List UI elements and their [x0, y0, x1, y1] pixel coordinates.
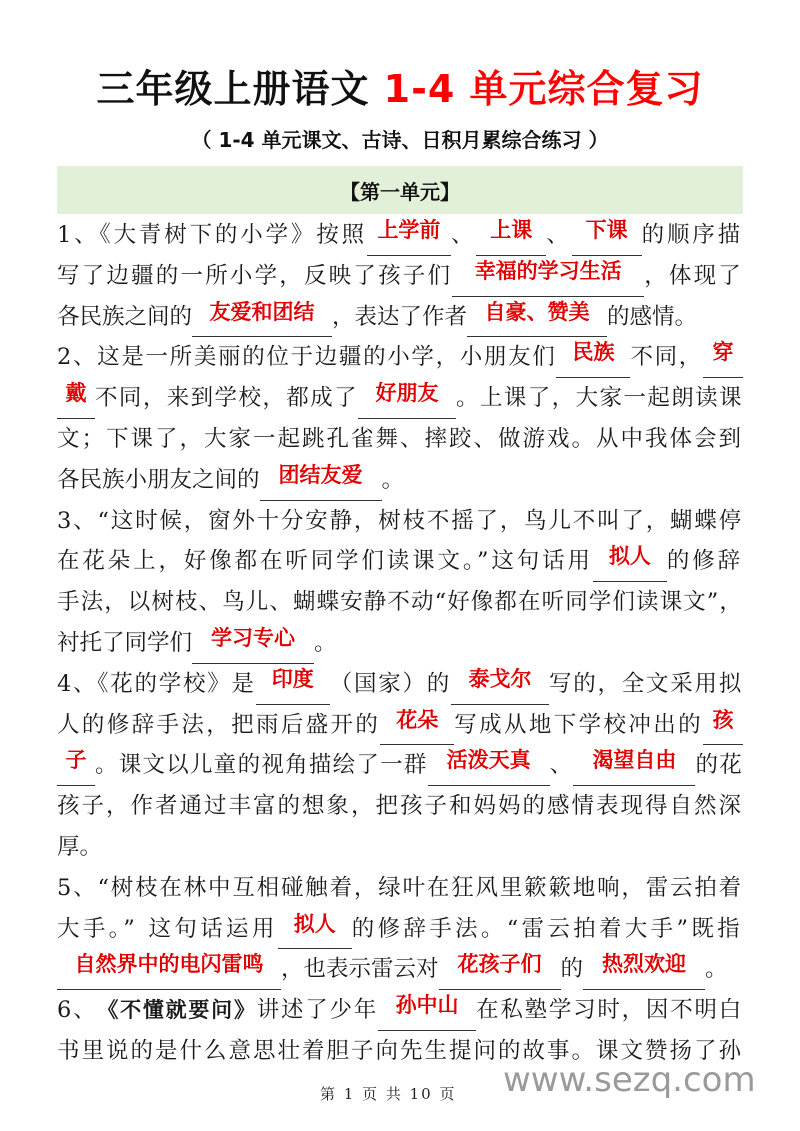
- text-line: [57, 582, 743, 623]
- text-segment: 讲述了少年: [256, 997, 379, 1024]
- text-line: [57, 337, 743, 378]
- text-segment: 2、这是一所美丽的位于边疆的小学，小朋友们: [57, 344, 557, 371]
- text-segment: 人的修辞手法，把雨后盛开的: [57, 711, 381, 738]
- text-segment: 的: [560, 956, 584, 983]
- text-segment: 在花朵上，好像都在听同学们读课文。”这句话用: [57, 548, 593, 575]
- text-line: [57, 297, 743, 338]
- section-header-unit-1: 【第一单元】: [57, 166, 743, 214]
- text-segment: 写成从地下学校冲出的: [454, 711, 703, 738]
- text-line: [57, 623, 743, 664]
- text-line: [57, 827, 743, 868]
- answer-blank: 幸福的学习生活: [452, 256, 644, 297]
- answer-blank: 渴望自由: [573, 745, 695, 786]
- answer-blank: 拟人: [593, 541, 667, 582]
- answer-blank: 民族: [556, 337, 630, 378]
- answer-blank: 上学前: [367, 215, 451, 256]
- answer-blank: 自豪、赞美: [467, 297, 607, 338]
- text-segment: 、: [450, 222, 477, 248]
- text-segment: ，表达了作者: [332, 303, 468, 330]
- answer-blank: 戴: [57, 378, 95, 419]
- title-red-part: 1-4 单元综合复习: [383, 67, 704, 111]
- text-line: [57, 256, 743, 297]
- text-segment: 手法，以树枝、鸟儿、蝴蝶安静不动“好像都在听同学们读课文”，: [57, 589, 743, 616]
- text-segment: ，体现了: [644, 262, 743, 289]
- text-segment: 文；下课了，大家一起跳孔雀舞、摔跤、做游戏。从中我体会到: [57, 425, 743, 452]
- answer-blank: 印度: [256, 664, 330, 705]
- text-segment: 。: [705, 956, 728, 983]
- text-segment: 厚。: [57, 833, 103, 860]
- lesson-title: 《不懂就要问》: [97, 998, 257, 1023]
- text-line: [57, 868, 743, 909]
- answer-blank: 自然界中的电闪雷鸣: [57, 949, 281, 990]
- document-title: [0, 58, 800, 113]
- answer-blank: 团结友爱: [260, 460, 382, 501]
- answer-blank: 花朵: [380, 705, 454, 746]
- text-segment: 。: [314, 629, 337, 656]
- text-segment: 。: [381, 466, 405, 493]
- text-segment: 5、“树枝在林中互相碰触着，绿叶在狂风里簌簌地响，雷云拍着: [57, 874, 743, 901]
- text-segment: 衬托了同学们: [57, 629, 193, 656]
- text-segment: 大手。” 这句话运用: [57, 915, 278, 942]
- answer-blank: 下课: [572, 215, 642, 256]
- answer-blank: 好朋友: [358, 378, 456, 419]
- text-line: [57, 909, 743, 950]
- text-segment: 不同，来到学校，都成了: [95, 385, 359, 412]
- text-segment: 各民族之间的: [57, 303, 193, 330]
- answer-blank: 花孩子们: [439, 949, 561, 990]
- page-footer: 第 1 页 共 10 页: [320, 1085, 457, 1103]
- text-line: [57, 664, 743, 705]
- text-line: [57, 419, 743, 460]
- text-line: [57, 990, 743, 1031]
- text-segment: 书里说的是什么意思壮着胆子向先生提问的故事。课文赞扬了孙: [57, 1037, 743, 1064]
- text-segment: 的修辞: [666, 548, 743, 575]
- question-5: [57, 868, 743, 990]
- answer-blank: 泰戈尔: [451, 664, 549, 705]
- text-segment: 写的，全文采用拟: [549, 670, 743, 697]
- answer-blank: 热烈欢迎: [583, 949, 705, 990]
- text-line: [57, 786, 743, 827]
- text-segment: 孩子，作者通过丰富的想象，把孩子和妈妈的感情表现得自然深: [57, 793, 743, 820]
- text-segment: ，也表示雷云对: [281, 956, 439, 983]
- questions-body: [57, 215, 743, 1072]
- answer-blank: 穿: [703, 337, 743, 378]
- text-segment: （国家）的: [329, 670, 452, 697]
- answer-blank: 学习专心: [192, 623, 314, 664]
- answer-blank: 拟人: [278, 909, 352, 950]
- text-line: [57, 705, 743, 746]
- text-line: [57, 745, 743, 786]
- text-line: [57, 460, 743, 501]
- text-segment: 不同，: [630, 344, 703, 371]
- text-line: [57, 949, 743, 990]
- text-segment: 。上课了，大家一起朗读课: [456, 385, 743, 412]
- text-segment: 4、《花的学校》是: [57, 670, 256, 697]
- title-black-part: 三年级上册语文: [96, 67, 384, 111]
- answer-blank: 孙中山: [378, 990, 476, 1031]
- text-segment: 、: [546, 222, 572, 248]
- question-4: [57, 664, 743, 868]
- answer-blank: 活泼天真: [428, 745, 550, 786]
- text-segment: 6、: [57, 997, 98, 1024]
- answer-blank: 上课: [476, 215, 546, 256]
- text-segment: 的感情。: [607, 303, 698, 330]
- watermark: www.sezq.com: [503, 1060, 756, 1100]
- text-segment: 在私塾学习时，因不明白: [476, 997, 743, 1024]
- text-segment: 的修辞手法。“雷云拍着大手”既指: [351, 915, 744, 942]
- text-segment: 的花: [695, 752, 743, 779]
- document-subtitle: （ 1-4 单元课文、古诗、日积月累综合练习 ）: [191, 128, 609, 152]
- answer-blank: 友爱和团结: [192, 297, 332, 338]
- answer-blank: 孩: [703, 705, 743, 746]
- text-line: [57, 541, 743, 582]
- text-segment: 1、《大青树下的小学》按照: [57, 222, 367, 248]
- text-segment: 各民族小朋友之间的: [57, 466, 260, 493]
- answer-blank: 子: [57, 745, 95, 786]
- text-segment: 、: [549, 752, 574, 779]
- question-1: [57, 215, 743, 337]
- text-segment: 的顺序描: [641, 222, 743, 248]
- question-2: [57, 337, 743, 500]
- text-line: [57, 501, 743, 542]
- text-segment: 3、“这时候，窗外十分安静，树枝不摇了，鸟儿不叫了，蝴蝶停: [57, 507, 743, 534]
- text-segment: 写了边疆的一所小学，反映了孩子们: [57, 262, 453, 289]
- text-segment: 。课文以儿童的视角描绘了一群: [95, 752, 428, 779]
- text-line: [57, 215, 743, 256]
- text-line: [57, 378, 743, 419]
- question-3: [57, 501, 743, 664]
